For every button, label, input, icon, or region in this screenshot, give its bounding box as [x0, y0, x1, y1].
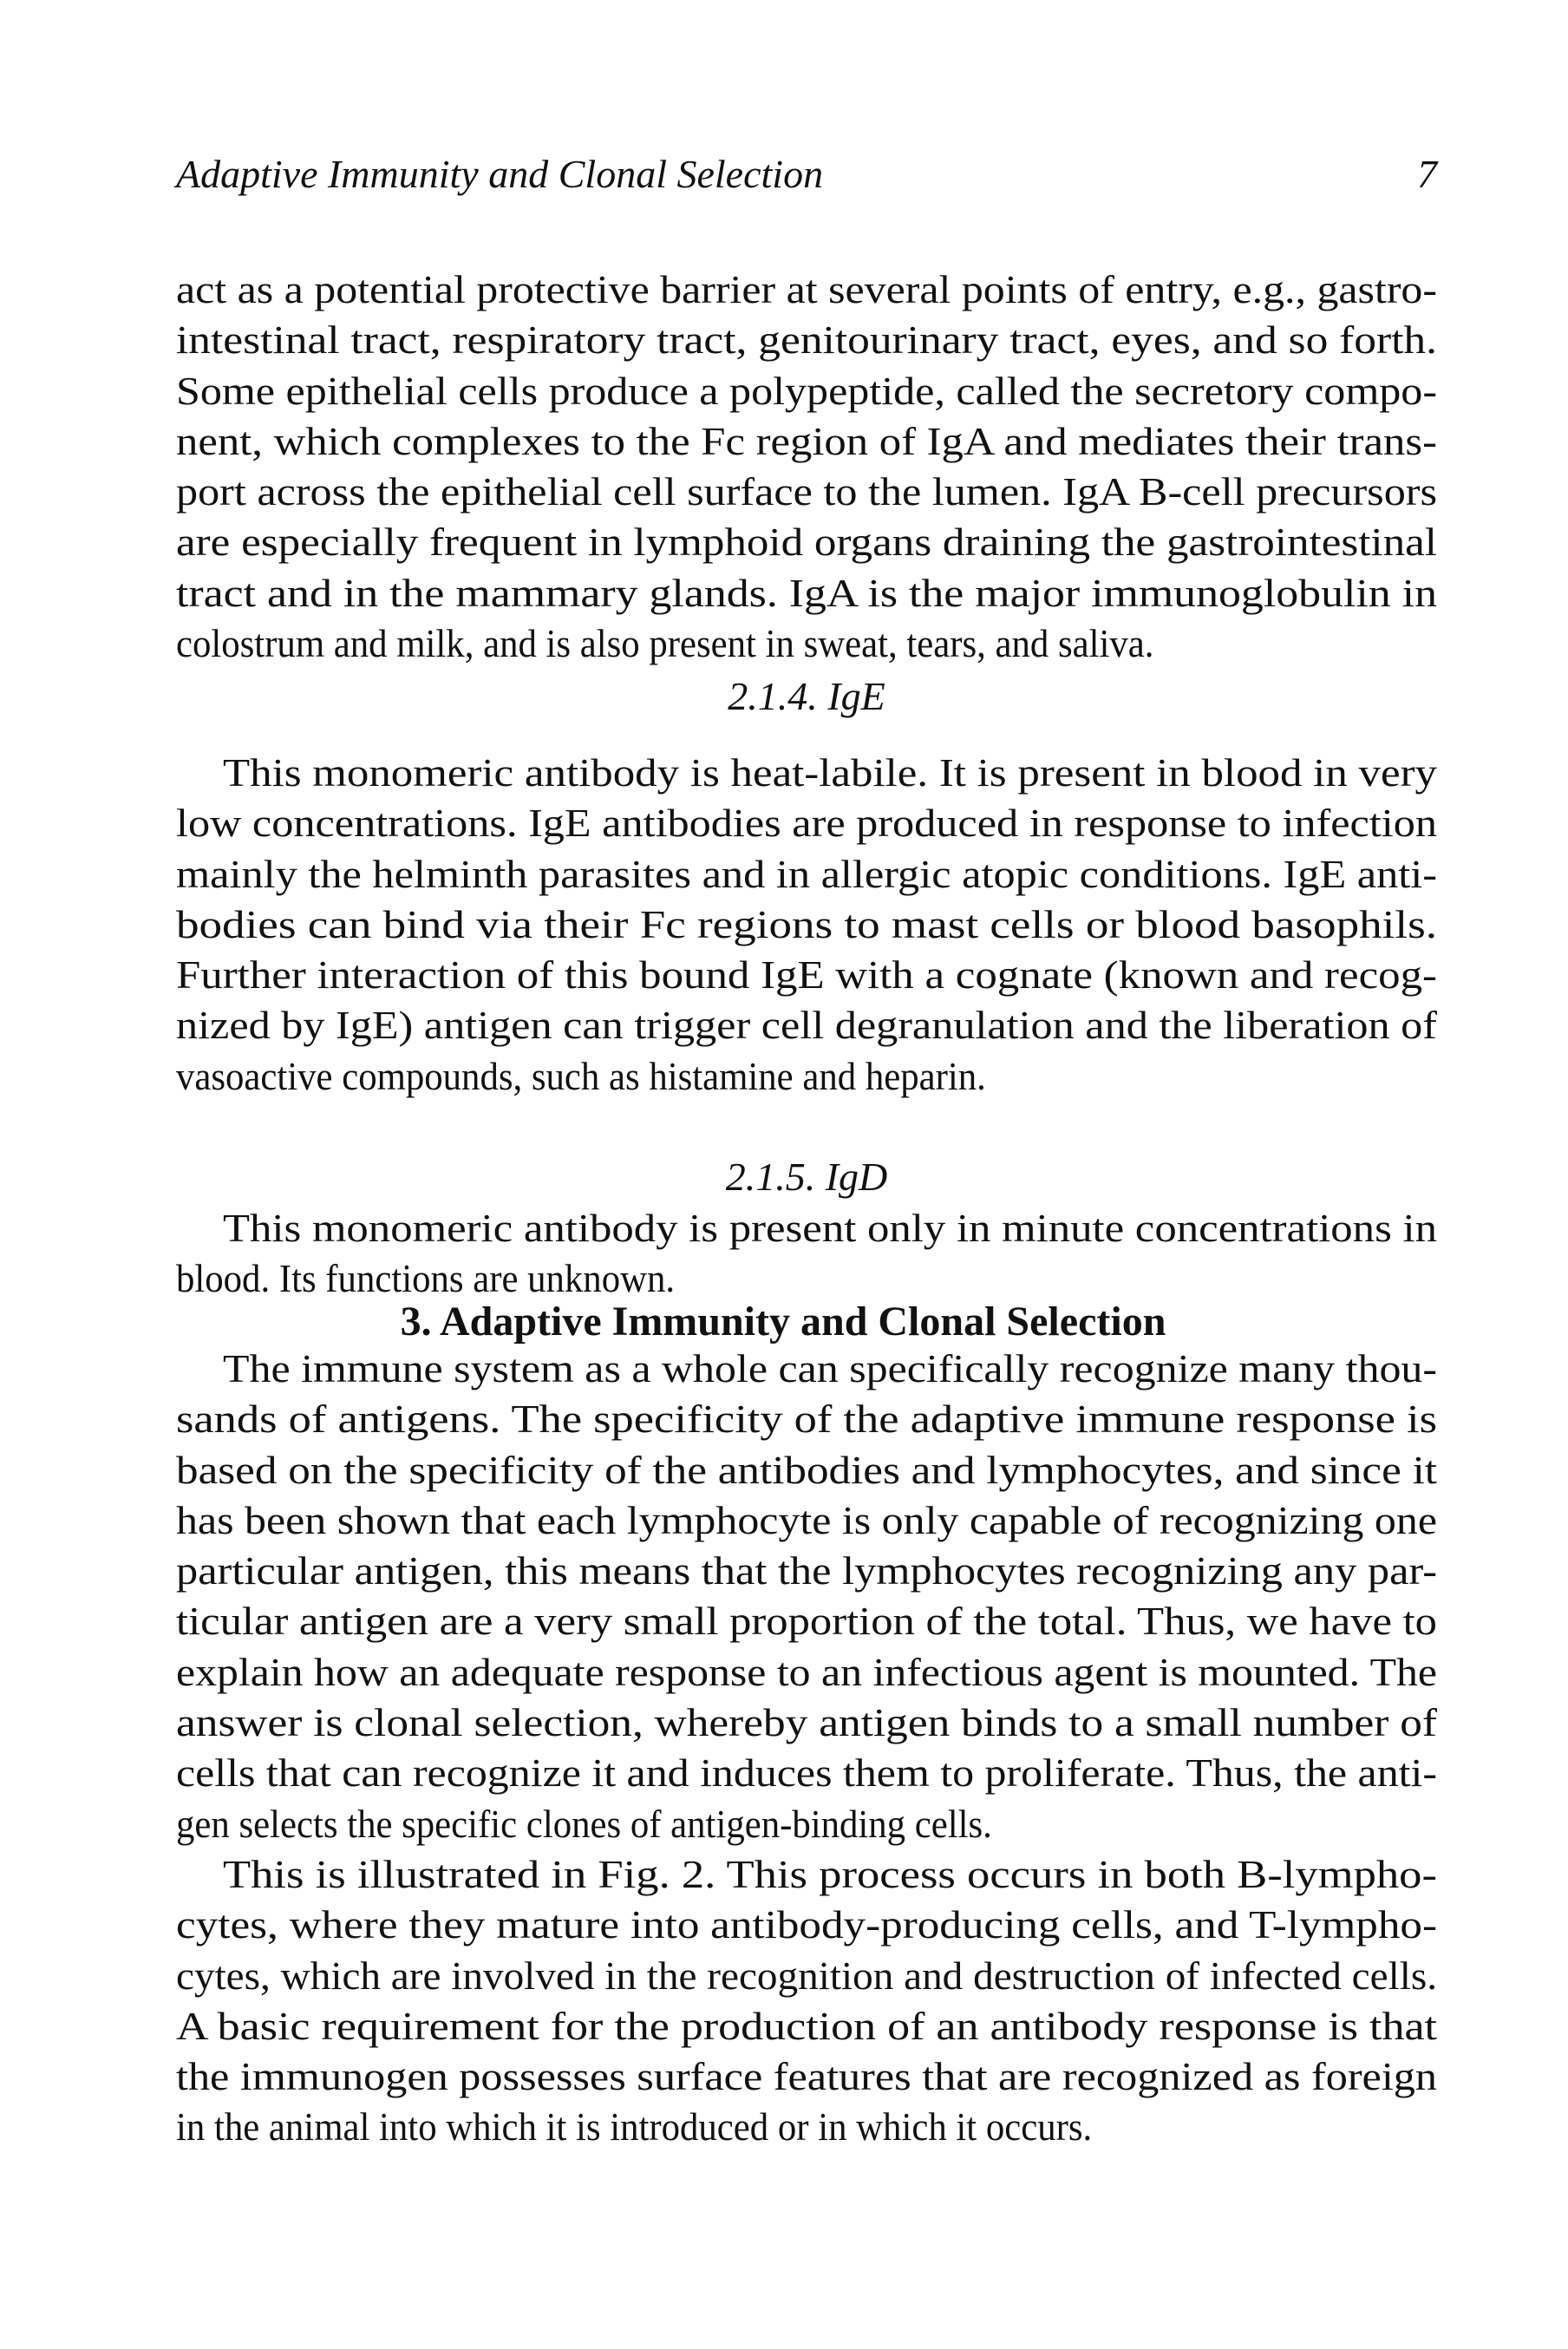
text-line: [176, 1394, 1437, 1444]
text-line: [176, 1799, 1437, 1849]
text-line: [176, 900, 1437, 950]
text-line: [176, 1203, 1437, 1253]
text-line-content: based on the specificity of the antibodies and lymphocytes, and since it: [176, 1447, 1437, 1492]
text-line: [176, 1900, 1437, 1950]
paragraph-igd: [176, 1203, 1437, 1305]
running-title: Adaptive Immunity and Clonal Selection: [176, 152, 824, 196]
text-line: [176, 366, 1437, 416]
text-line: [176, 798, 1437, 848]
text-line: [176, 1596, 1437, 1646]
text-line: [176, 2001, 1437, 2051]
text-line-content: ticular antigen are a very small proportion of the total. Thus, we have to: [176, 1599, 1437, 1644]
text-line-content: bodies can bind via their Fc regions to mast cells or blood basophils.: [176, 901, 1437, 946]
text-line-content: Further interaction of this bound IgE with a cognate (known and recog-: [176, 952, 1437, 998]
text-line-content: Some epithelial cells produce a polypeptide, called the secretory compo-: [176, 368, 1437, 413]
text-line: [176, 1495, 1437, 1546]
text-line: [176, 1344, 1437, 1394]
text-line-content: cells that can recognize it and induces them to proliferate. Thus, the anti-: [176, 1750, 1437, 1796]
text-line: [176, 2051, 1437, 2102]
text-line-content: explain how an adequate response to an infectious agent is mounted. The: [176, 1649, 1437, 1694]
text-line-content: colostrum and milk, and is also present in sweat, tears, and saliva.: [176, 621, 1154, 666]
text-line-content: nent, which complexes to the Fc region of IgA and mediates their trans-: [176, 418, 1437, 463]
paragraph-clonal-selection: [176, 1344, 1437, 1849]
section-heading: 3. Adaptive Immunity and Clonal Selection: [400, 1299, 1166, 1345]
page-number: 7: [1417, 152, 1437, 196]
paragraph-illustration: [176, 1849, 1437, 2153]
text-line-content: cytes, where they mature into antibody-producing cells, and T-lympho-: [176, 1902, 1437, 1947]
text-line-content: intestinal tract, respiratory tract, genitourinary tract, eyes, and so forth.: [176, 317, 1438, 363]
text-line: [176, 1000, 1437, 1050]
text-line-content: the immunogen possesses surface features that are recognized as foreign: [176, 2054, 1437, 2099]
text-line: [176, 849, 1437, 900]
text-line-content: A basic requirement for the production of an antibody response is that: [176, 2003, 1437, 2048]
running-header: [176, 149, 1437, 200]
text-line: [176, 265, 1437, 315]
text-line-content: vasoactive compounds, such as histamine and heparin.: [176, 1053, 986, 1098]
text-line: [176, 950, 1437, 1000]
text-line: [176, 748, 1437, 798]
paragraph-iga-continued: [176, 265, 1437, 669]
text-line-content: nized by IgE) antigen can trigger cell degranulation and the liberation of: [176, 1003, 1437, 1048]
text-line-content: This monomeric antibody is heat-labile. It is present in blood in very: [223, 750, 1437, 795]
text-line: [176, 1951, 1437, 2001]
text-line-content: has been shown that each lymphocyte is only capable of recognizing one: [176, 1497, 1437, 1542]
text-line: [176, 467, 1437, 517]
text-line: [176, 2102, 1437, 2152]
text-line-content: blood. Its functions are unknown.: [176, 1256, 676, 1301]
subsection-heading-igd: 2.1.5. IgD: [725, 1155, 888, 1199]
text-line: [176, 1849, 1437, 1900]
text-line-content: mainly the helminth parasites and in allergic atopic conditions. IgE anti-: [176, 851, 1437, 896]
text-line-content: are especially frequent in lymphoid organs draining the gastrointestinal: [176, 520, 1437, 565]
text-line: [176, 315, 1437, 365]
text-line: [176, 568, 1437, 618]
text-line: [176, 1546, 1437, 1596]
text-line-content: The immune system as a whole can specifically recognize many thou-: [223, 1346, 1438, 1390]
text-line-content: in the animal into which it is introduced or in which it occurs.: [176, 2104, 1093, 2149]
text-line: [176, 416, 1437, 467]
text-line-content: This is illustrated in Fig. 2. This process occurs in both B-lympho-: [223, 1852, 1437, 1896]
text-line: [176, 1647, 1437, 1698]
text-line-content: particular antigen, this means that the lymphocytes recognizing any par-: [176, 1548, 1437, 1593]
text-line-content: cytes, which are involved in the recognition and destruction of infected cells.: [176, 1953, 1437, 1998]
text-line-content: sands of antigens. The specificity of the adaptive immune response is: [176, 1397, 1437, 1442]
text-line-content: This monomeric antibody is present only in minute concentrations in: [223, 1206, 1437, 1250]
text-line: [176, 1748, 1437, 1798]
text-line: [176, 1445, 1437, 1495]
text-line-content: tract and in the mammary glands. IgA is the major immunoglobulin in: [176, 570, 1437, 615]
text-line-content: act as a potential protective barrier at several points of entry, e.g., gastro-: [176, 267, 1437, 311]
text-line: [176, 1698, 1437, 1748]
text-line-content: gen selects the specific clones of antigen-binding cells.: [176, 1801, 992, 1846]
text-line-content: answer is clonal selection, whereby antigen binds to a small number of: [176, 1700, 1437, 1745]
text-line: [176, 1051, 1437, 1102]
text-line-content: port across the epithelial cell surface to the lumen. IgA B-cell precursors: [176, 469, 1437, 514]
text-line: [176, 618, 1437, 669]
text-line-content: low concentrations. IgE antibodies are produced in response to infection: [176, 801, 1437, 846]
subsection-heading-ige: 2.1.4. IgE: [728, 674, 885, 718]
text-line: [176, 517, 1437, 567]
paragraph-ige: [176, 748, 1437, 1102]
